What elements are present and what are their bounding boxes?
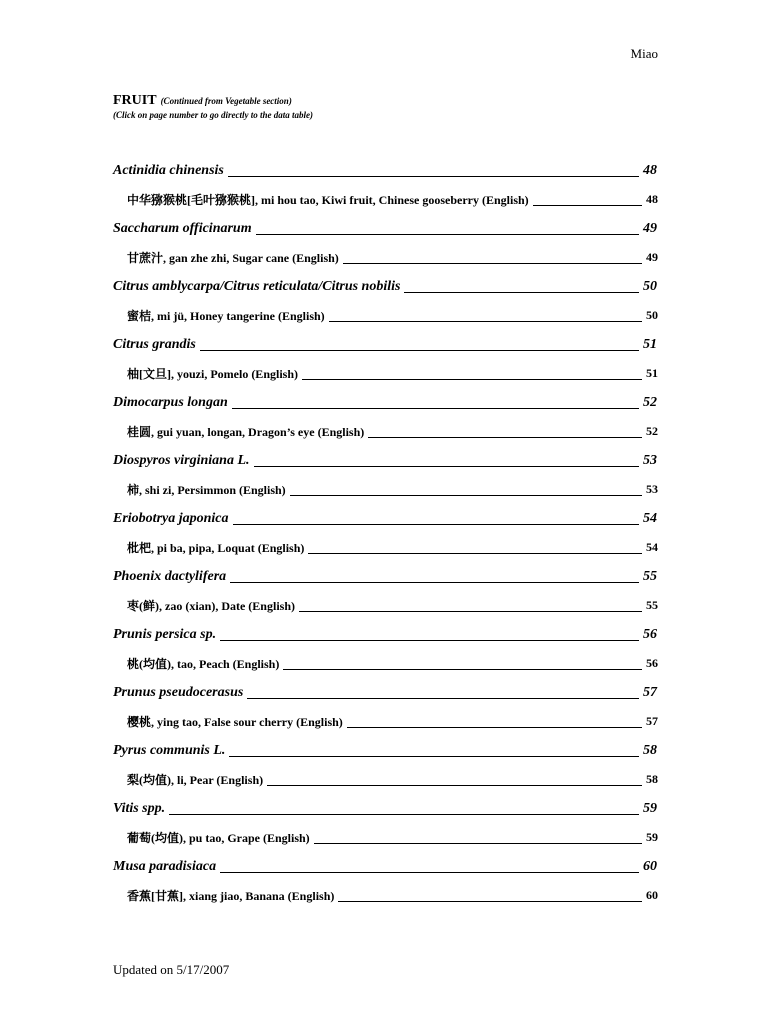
toc-species-row — [113, 446, 657, 475]
section-note: (Click on page number to go directly to the data table) — [113, 110, 313, 120]
toc-common-row — [113, 823, 657, 852]
leader-line — [169, 814, 639, 815]
leader-line — [267, 785, 642, 786]
toc-common-row — [113, 359, 657, 388]
species-name: Vitis spp. — [113, 800, 166, 816]
leader-line — [343, 263, 642, 264]
leader-line — [299, 611, 642, 612]
common-name: 桃(均值), tao, Peach (English) — [127, 657, 280, 671]
toc-species-row — [113, 156, 657, 185]
species-name: Eriobotrya japonica — [113, 510, 229, 526]
page-number-link[interactable]: 58 — [646, 772, 658, 786]
footer-updated: Updated on 5/17/2007 — [113, 962, 230, 977]
page-number-link[interactable]: 48 — [643, 162, 657, 178]
page-number-link[interactable]: 54 — [643, 510, 657, 526]
leader-line — [254, 466, 639, 467]
page-number-link[interactable]: 55 — [643, 568, 657, 584]
page-number-link[interactable]: 51 — [646, 366, 658, 380]
toc-species-row — [113, 678, 657, 707]
leader-line — [228, 176, 639, 177]
leader-line — [404, 292, 639, 293]
page-number-link[interactable]: 55 — [646, 598, 658, 612]
toc-species-row — [113, 562, 657, 591]
toc-common-row — [113, 301, 657, 330]
species-name: Dimocarpus longan — [113, 394, 228, 410]
page-number-link[interactable]: 60 — [646, 888, 658, 902]
toc-species-row — [113, 852, 657, 881]
toc-common-row — [113, 185, 657, 214]
toc-common-row — [113, 881, 657, 910]
toc-species-row — [113, 330, 657, 359]
page-number-link[interactable]: 52 — [646, 424, 658, 438]
species-name: Musa paradisiaca — [113, 858, 217, 874]
toc-common-row — [113, 475, 657, 504]
common-name: 柿, shi zi, Persimmon (English) — [127, 483, 286, 497]
page-number-link[interactable]: 50 — [643, 278, 657, 294]
leader-line — [220, 640, 639, 641]
species-name: Phoenix dactylifera — [113, 568, 227, 584]
species-name: Pyrus communis L. — [113, 742, 226, 758]
page-number-link[interactable]: 52 — [643, 394, 657, 410]
species-name: Saccharum officinarum — [113, 220, 252, 236]
toc-common-row — [113, 243, 657, 272]
species-name: Actinidia chinensis — [113, 162, 224, 178]
section-title-main: FRUIT — [113, 93, 157, 108]
leader-line — [302, 379, 642, 380]
page-number-link[interactable]: 51 — [643, 336, 657, 352]
page-number-link[interactable]: 59 — [646, 830, 658, 844]
page-number-link[interactable]: 48 — [646, 192, 658, 206]
toc-species-row — [113, 794, 657, 823]
leader-line — [283, 669, 642, 670]
leader-line — [314, 843, 642, 844]
page-number-link[interactable]: 50 — [646, 308, 658, 322]
leader-line — [230, 582, 639, 583]
page-number-link[interactable]: 59 — [643, 800, 657, 816]
page-number-link[interactable]: 54 — [646, 540, 658, 554]
page-number-link[interactable]: 49 — [643, 220, 657, 236]
leader-line — [308, 553, 642, 554]
common-name: 樱桃, ying tao, False sour cherry (English) — [127, 715, 343, 729]
species-name: Diospyros virginiana L. — [113, 452, 250, 468]
toc-common-row — [113, 649, 657, 678]
leader-line — [220, 872, 639, 873]
common-name: 葡萄(均值), pu tao, Grape (English) — [127, 831, 310, 845]
toc-species-row — [113, 388, 657, 417]
common-name: 枇杷, pi ba, pipa, Loquat (English) — [127, 541, 305, 555]
common-name: 中华猕猴桃[毛叶猕猴桃], mi hou tao, Kiwi fruit, Chinese gooseberry (English) — [127, 193, 529, 207]
species-name: Prunus pseudocerasus — [113, 684, 244, 700]
leader-line — [229, 756, 639, 757]
leader-line — [232, 408, 639, 409]
section-title-continued: (Continued from Vegetable section) — [160, 96, 292, 106]
leader-line — [347, 727, 642, 728]
section-title — [113, 93, 313, 122]
page-number-link[interactable]: 57 — [643, 684, 657, 700]
toc-list — [113, 156, 657, 910]
common-name: 甘蔗汁, gan zhe zhi, Sugar cane (English) — [127, 251, 339, 265]
common-name: 蜜桔, mi jü, Honey tangerine (English) — [127, 309, 325, 323]
leader-line — [256, 234, 639, 235]
common-name: 枣(鲜), zao (xian), Date (English) — [127, 599, 295, 613]
page-number-link[interactable]: 57 — [646, 714, 658, 728]
toc-species-row — [113, 214, 657, 243]
toc-common-row — [113, 533, 657, 562]
toc-species-row — [113, 272, 657, 301]
leader-line — [247, 698, 639, 699]
page-number-link[interactable]: 60 — [643, 858, 657, 874]
common-name: 桂圆, gui yuan, longan, Dragon’s eye (English) — [127, 425, 365, 439]
page-number-link[interactable]: 49 — [646, 250, 658, 264]
page-number-link[interactable]: 53 — [643, 452, 657, 468]
species-name: Citrus grandis — [113, 336, 196, 352]
toc-common-row — [113, 707, 657, 736]
header-name: Miao — [630, 46, 658, 61]
common-name: 香蕉[甘蕉], xiang jiao, Banana (English) — [127, 889, 335, 903]
species-name: Citrus amblycarpa/Citrus reticulata/Citrus nobilis — [113, 278, 401, 294]
page-number-link[interactable]: 56 — [646, 656, 658, 670]
leader-line — [329, 321, 642, 322]
toc-common-row — [113, 591, 657, 620]
toc-species-row — [113, 620, 657, 649]
leader-line — [200, 350, 639, 351]
species-name: Prunis persica sp. — [113, 626, 217, 642]
page-number-link[interactable]: 53 — [646, 482, 658, 496]
toc-common-row — [113, 765, 657, 794]
leader-line — [533, 205, 642, 206]
leader-line — [233, 524, 639, 525]
leader-line — [368, 437, 642, 438]
page-number-link[interactable]: 58 — [643, 742, 657, 758]
toc-common-row — [113, 417, 657, 446]
common-name: 梨(均值), li, Pear (English) — [127, 773, 264, 787]
toc-species-row — [113, 736, 657, 765]
toc-species-row — [113, 504, 657, 533]
leader-line — [290, 495, 642, 496]
page-number-link[interactable]: 56 — [643, 626, 657, 642]
common-name: 柚[文旦], youzi, Pomelo (English) — [127, 367, 298, 381]
leader-line — [338, 901, 642, 902]
